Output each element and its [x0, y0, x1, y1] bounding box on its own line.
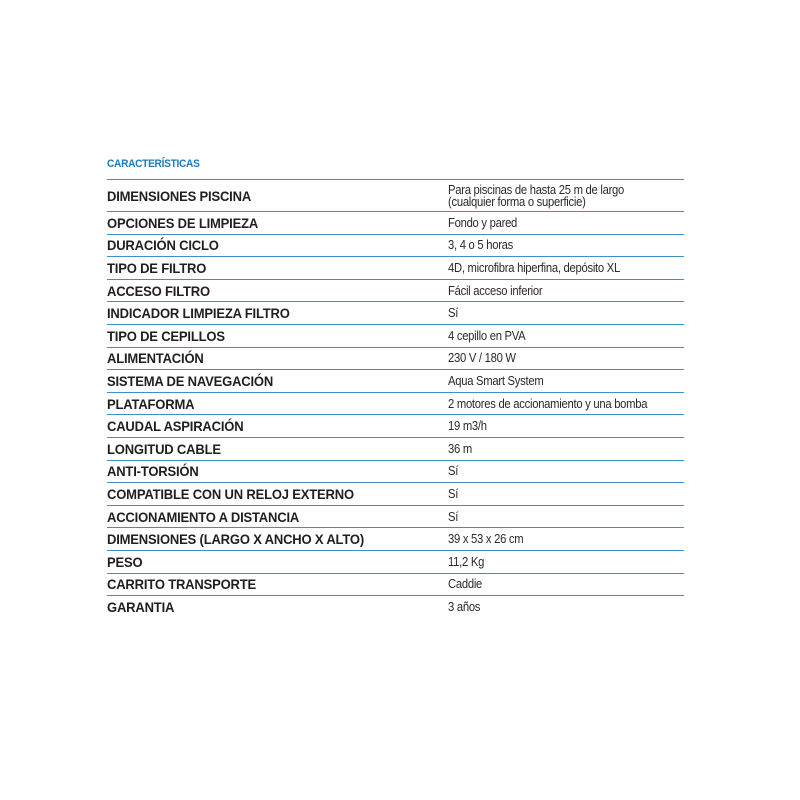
section-title: CARACTERÍSTICAS [107, 158, 200, 170]
spec-label: LONGITUD CABLE [107, 440, 221, 457]
spec-value-line: Fácil acceso inferior [448, 283, 543, 298]
specs-table [107, 179, 684, 619]
spec-value-line: 11,2 Kg [448, 554, 485, 569]
spec-value-line: Sí [448, 509, 459, 524]
spec-label: ANTI-TORSIÓN [107, 463, 199, 480]
spec-label: TIPO DE FILTRO [107, 259, 207, 276]
spec-value-line: 4 cepillo en PVA [448, 328, 526, 343]
spec-label: PESO [107, 553, 143, 570]
spec-value [448, 533, 660, 545]
spec-value [448, 307, 660, 319]
spec-value-line: (cualquier forma o superficie) [448, 194, 586, 209]
spec-value [448, 511, 660, 523]
spec-value [448, 556, 660, 568]
spec-label: ACCIONAMIENTO A DISTANCIA [107, 508, 300, 525]
spec-value [448, 488, 660, 500]
spec-label: CARRITO TRANSPORTE [107, 576, 257, 593]
spec-sheet [107, 156, 684, 619]
spec-value [448, 443, 660, 455]
spec-label: INDICADOR LIMPIEZA FILTRO [107, 305, 290, 322]
spec-row [107, 461, 684, 484]
spec-row [107, 280, 684, 303]
spec-value-line: 39 x 53 x 26 cm [448, 532, 524, 547]
spec-row [107, 438, 684, 461]
spec-value [448, 398, 660, 410]
spec-row [107, 257, 684, 280]
spec-value-line: Fondo y pared [448, 215, 518, 230]
spec-value [448, 465, 660, 477]
spec-row [107, 370, 684, 393]
spec-label: ACCESO FILTRO [107, 282, 210, 299]
spec-value-line: 230 V / 180 W [448, 351, 516, 366]
spec-label: COMPATIBLE CON UN RELOJ EXTERNO [107, 485, 354, 502]
spec-label: ALIMENTACIÓN [107, 350, 204, 367]
spec-label: DIMENSIONES PISCINA [107, 187, 252, 204]
spec-value-line: 3 años [448, 600, 481, 615]
spec-value [448, 217, 660, 229]
spec-row [107, 325, 684, 348]
spec-value-line: 2 motores de accionamiento y una bomba [448, 396, 648, 411]
spec-value [448, 601, 660, 613]
spec-value [448, 352, 660, 364]
spec-label: GARANTIA [107, 599, 175, 616]
spec-label: PLATAFORMA [107, 395, 195, 412]
spec-label: DURACIÓN CICLO [107, 237, 219, 254]
spec-value [448, 330, 660, 342]
spec-label: OPCIONES DE LIMPIEZA [107, 214, 259, 231]
spec-row [107, 212, 684, 235]
spec-label: SISTEMA DE NAVEGACIÓN [107, 372, 274, 389]
spec-row [107, 596, 684, 619]
spec-value-line: Sí [448, 306, 459, 321]
spec-value-line: 36 m [448, 441, 472, 456]
spec-row [107, 506, 684, 529]
spec-value-line: Caddie [448, 577, 483, 592]
spec-value-line: Sí [448, 464, 459, 479]
spec-value-line: 3, 4 o 5 horas [448, 238, 514, 253]
spec-label: TIPO DE CEPILLOS [107, 327, 225, 344]
spec-row [107, 180, 684, 212]
spec-value [448, 420, 660, 432]
spec-row [107, 483, 684, 506]
spec-value [448, 375, 660, 387]
spec-row [107, 415, 684, 438]
spec-value-line: Sí [448, 486, 459, 501]
spec-value [448, 578, 660, 590]
spec-value [448, 239, 660, 251]
spec-row [107, 528, 684, 551]
spec-row [107, 574, 684, 597]
spec-row [107, 235, 684, 258]
spec-value-line: Para piscinas de hasta 25 m de largo [448, 182, 625, 197]
spec-value [448, 262, 660, 274]
spec-value-line: 4D, microfibra hiperfina, depósito XL [448, 260, 620, 275]
spec-value [448, 184, 660, 208]
spec-label: DIMENSIONES (LARGO X ANCHO X ALTO) [107, 531, 364, 548]
spec-value-line: 19 m3/h [448, 419, 487, 434]
spec-row [107, 551, 684, 574]
spec-value [448, 285, 660, 297]
spec-row [107, 393, 684, 416]
spec-row [107, 302, 684, 325]
spec-value-line: Aqua Smart System [448, 373, 544, 388]
spec-row [107, 348, 684, 371]
spec-label: CAUDAL ASPIRACIÓN [107, 418, 244, 435]
